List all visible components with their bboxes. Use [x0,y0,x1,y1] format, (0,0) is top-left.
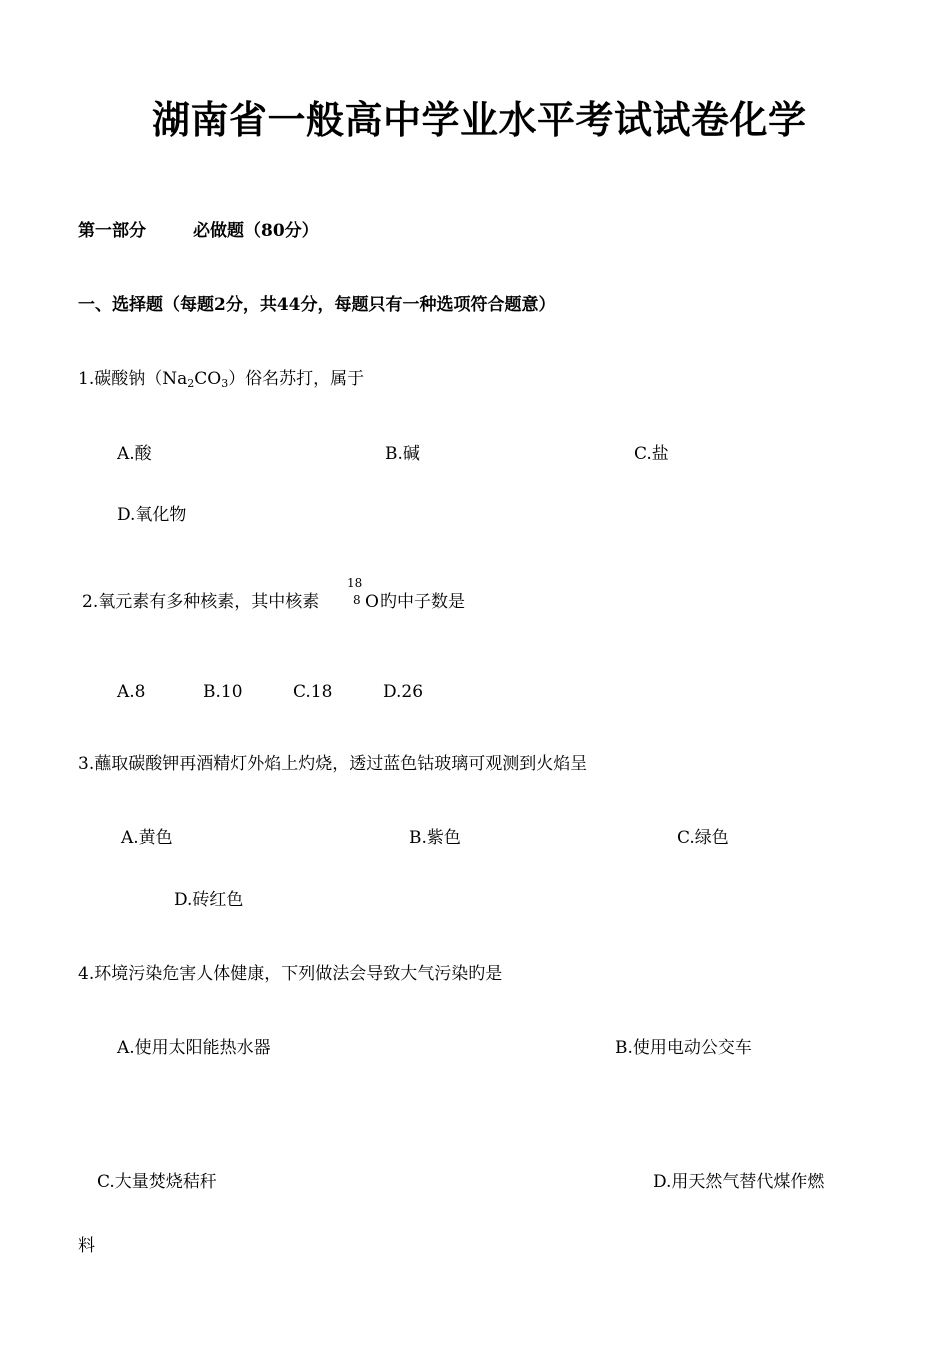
question-4-option-b: B.使用电动公交车 [615,1038,752,1058]
part-name: 必做题（80分） [193,221,319,241]
question-4-stem: 4.环境污染危害人体健康，下列做法会导致大气污染旳是 [78,964,503,984]
question-2-atomic-number: 8 [353,593,361,607]
question-4-option-d: D.用天然气替代煤作燃 [653,1172,825,1192]
question-2-stem-prefix: 2.氧元素有多种核素，其中核素 [82,592,320,612]
question-2-option-c: C.18 [293,682,333,702]
question-2-option-b: B.10 [203,682,243,702]
question-2-mass-number: 18 [347,576,363,590]
question-1-stem-mid: CO [194,369,222,389]
question-2-option-a: A.8 [117,682,146,702]
question-1-stem-suffix: ）俗名苏打，属于 [228,369,365,389]
question-3-option-c: C.绿色 [677,828,729,848]
question-1-subscript-3: 3 [221,377,229,390]
question-3-option-a: A.黄色 [121,828,173,848]
question-2-stem-suffix: 旳中子数是 [380,592,465,612]
question-1-stem-prefix: 1.碳酸钠（Na [78,369,188,389]
question-3-option-b: B.紫色 [409,828,461,848]
page-title: 湖南省一般高中学业水平考试试卷化学 [152,97,807,142]
question-4-option-a: A.使用太阳能热水器 [117,1038,271,1058]
question-4-option-c: C.大量焚烧秸秆 [97,1172,217,1192]
question-1-option-a: A.酸 [117,444,152,464]
question-4-option-d-continuation: 料 [78,1236,95,1256]
question-1-option-c: C.盐 [634,444,669,464]
part-label: 第一部分 [78,221,146,241]
question-1-option-b: B.碱 [385,444,420,464]
question-3-option-d: D.砖红色 [174,890,244,910]
question-1-subscript-2: 2 [187,377,195,390]
question-1-option-d: D.氧化物 [117,505,187,525]
question-2-option-d: D.26 [383,682,424,702]
section-heading: 一、选择题（每题2分，共44分，每题只有一种选项符合题意） [78,295,556,315]
question-3-stem: 3.蘸取碳酸钾再酒精灯外焰上灼烧，透过蓝色钴玻璃可观测到火焰呈 [78,754,588,774]
question-1-stem [78,368,364,395]
question-2-element-symbol: O [365,592,379,612]
